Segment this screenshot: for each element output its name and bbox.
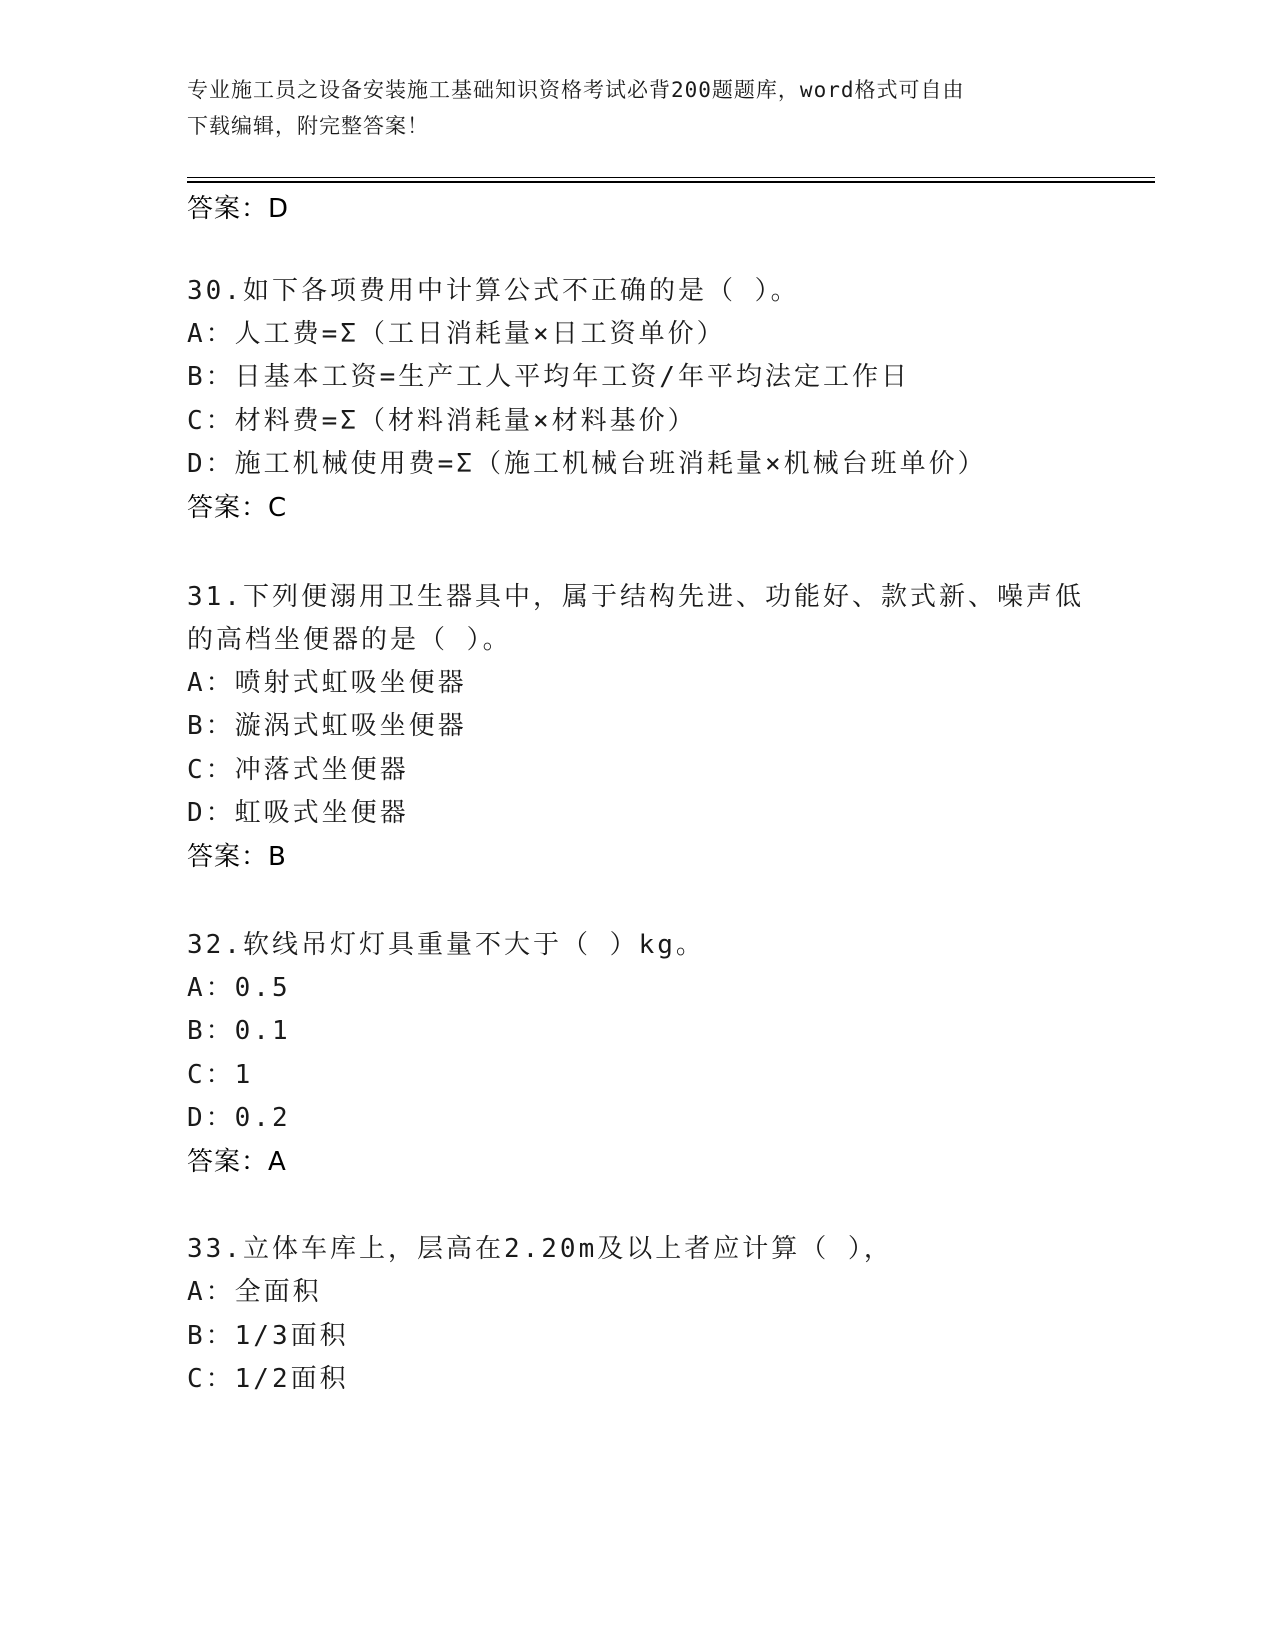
question-30-option-a: A：人工费=Σ（工日消耗量×日工资单价） — [187, 319, 726, 349]
question-30-option-b: B：日基本工资=生产工人平均年工资/年平均法定工作日 — [187, 362, 910, 392]
answer-value: B — [268, 842, 287, 872]
answer-label: 答案 — [187, 194, 242, 224]
answer-separator: ： — [241, 1147, 269, 1177]
question-30-option-c: C：材料费=Σ（材料消耗量×材料基价） — [187, 406, 697, 436]
question-31-option-a: A：喷射式虹吸坐便器 — [187, 668, 467, 698]
question-32-answer — [187, 1147, 287, 1177]
question-32-option-b: B：0.1 — [187, 1016, 291, 1046]
question-32-stem: 32.软线吊灯灯具重量不大于（ ）kg。 — [187, 930, 705, 960]
answer-value: D — [268, 194, 290, 224]
answer-label: 答案 — [187, 1147, 242, 1177]
question-30-answer — [187, 493, 287, 523]
header-rule-thick — [187, 181, 1155, 183]
question-33-option-c: C：1/2面积 — [187, 1364, 349, 1394]
answer-line — [187, 194, 289, 224]
question-30-option-d: D：施工机械使用费=Σ（施工机械台班消耗量×机械台班单价） — [187, 449, 987, 479]
question-33-option-a: A：全面积 — [187, 1277, 322, 1307]
answer-separator: ： — [241, 493, 269, 523]
header-line-2: 下载编辑，附完整答案！ — [187, 114, 429, 138]
document-header — [187, 72, 1087, 144]
question-31-option-c: C：冲落式坐便器 — [187, 755, 409, 785]
answer-value: C — [268, 493, 288, 523]
answer-label: 答案 — [187, 842, 242, 872]
answer-separator: ： — [241, 842, 269, 872]
answer-value: A — [268, 1147, 287, 1177]
question-31-option-d: D：虹吸式坐便器 — [187, 798, 409, 828]
question-32-option-d: D：0.2 — [187, 1103, 291, 1133]
question-32-option-c: C：1 — [187, 1060, 254, 1090]
header-rule-thin — [187, 177, 1155, 178]
question-31-answer — [187, 842, 287, 872]
question-32-option-a: A：0.5 — [187, 973, 291, 1003]
answer-separator: ： — [241, 194, 269, 224]
question-31-stem-line-1: 31.下列便溺用卫生器具中，属于结构先进、功能好、款式新、噪声低 — [187, 582, 1084, 612]
question-33-option-b: B：1/3面积 — [187, 1321, 349, 1351]
question-33-stem: 33.立体车库上，层高在2.20m及以上者应计算（ ）， — [187, 1234, 893, 1264]
question-31-option-b: B：漩涡式虹吸坐便器 — [187, 711, 467, 741]
header-line-1: 专业施工员之设备安装施工基础知识资格考试必背200题题库，word格式可自由 — [187, 78, 965, 102]
answer-label: 答案 — [187, 493, 242, 523]
question-30-stem: 30.如下各项费用中计算公式不正确的是（ ）。 — [187, 276, 800, 306]
question-31-stem-line-2: 的高档坐便器的是（ ）。 — [187, 625, 512, 655]
